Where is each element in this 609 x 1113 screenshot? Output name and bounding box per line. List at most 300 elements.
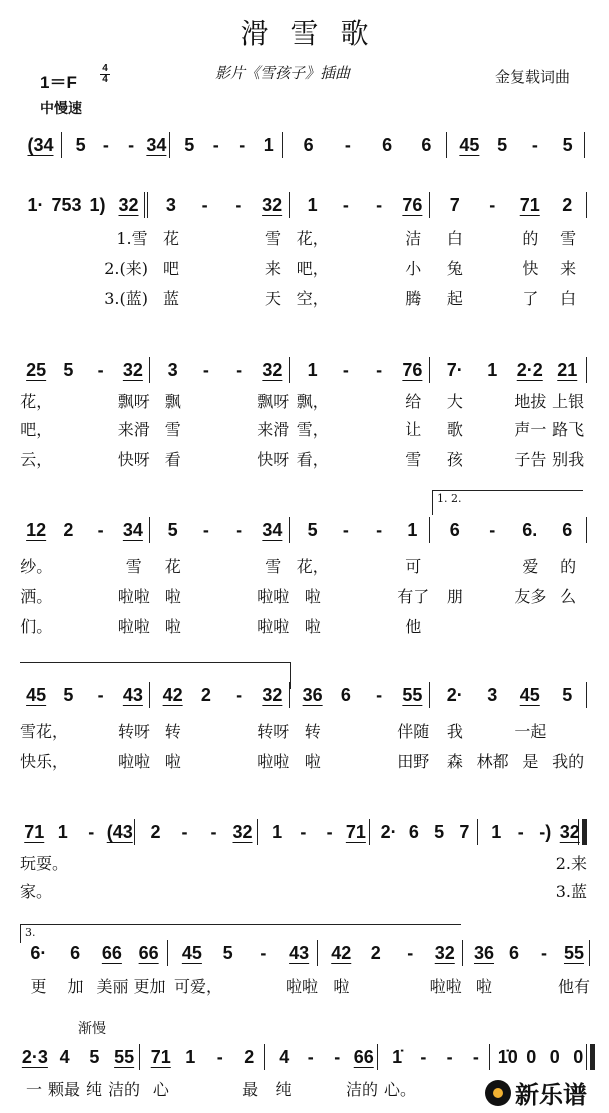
- measure: [436, 192, 587, 218]
- note: -: [342, 519, 349, 540]
- measure: [324, 940, 463, 966]
- lyric-syllable: 看，: [296, 449, 329, 469]
- note: 2: [63, 519, 74, 540]
- note: 36: [302, 684, 323, 705]
- lyric-line-1: [20, 719, 150, 741]
- note: 1: [307, 359, 318, 380]
- note: -: [307, 1046, 314, 1067]
- lyric-syllable: 来滑: [257, 419, 290, 439]
- note: -: [236, 519, 243, 540]
- note: -: [489, 519, 496, 540]
- lyric-syllable: 纯: [85, 1079, 102, 1099]
- lyric-syllable: 花，: [296, 228, 329, 248]
- lyric-syllable: 么: [560, 586, 577, 606]
- note: 66: [101, 942, 122, 963]
- volta-bracket: [20, 924, 461, 943]
- lyric-syllable: 雪: [125, 556, 142, 576]
- note: -: [342, 359, 349, 380]
- note: -: [128, 134, 135, 155]
- lyric-line-3: [20, 614, 150, 636]
- lyric-line-1: [384, 1077, 490, 1099]
- lyric-syllable: 飘，: [296, 391, 329, 411]
- measure: [436, 357, 587, 383]
- note: 71: [150, 1046, 171, 1067]
- note: -: [489, 194, 496, 215]
- lyric-line-3: [296, 447, 430, 469]
- lyric-syllable: 来滑: [117, 419, 150, 439]
- note: 12: [26, 519, 47, 540]
- song-title: 滑雪歌: [240, 17, 391, 50]
- lyric-line-1: [376, 851, 478, 873]
- lyric-syllable: 2.(来): [104, 258, 148, 278]
- lyric-syllable: 飘呀: [117, 391, 150, 411]
- lyric-line-1: [296, 226, 430, 248]
- lyric-syllable: 孩: [446, 449, 463, 469]
- lyric-line-2: [156, 584, 290, 606]
- lyric-line-1: [174, 974, 318, 996]
- measure: [20, 517, 150, 543]
- lyric-syllable: 纯: [275, 1079, 292, 1099]
- lyric-syllable: 朋: [446, 586, 463, 606]
- lyric-syllable: 白: [560, 288, 577, 308]
- lyric-syllable: 2.来: [555, 853, 587, 873]
- note: 6: [408, 821, 419, 842]
- note: 1̇0: [497, 1046, 518, 1067]
- lyric-syllable: 啦啦: [429, 976, 462, 996]
- note: -: [342, 194, 349, 215]
- note: 5: [75, 134, 86, 155]
- note: 7: [459, 821, 470, 842]
- lyric-line-1: [20, 1077, 140, 1099]
- lyric-line-2: [154, 256, 290, 278]
- lyric-syllable: 上银: [552, 391, 585, 411]
- lyric-syllable: 花: [162, 228, 179, 248]
- lyric-line-2: [484, 879, 587, 901]
- lyric-syllable: 们。: [20, 616, 53, 636]
- lyric-syllable: 转: [304, 721, 321, 741]
- lyric-syllable: 起: [446, 288, 463, 308]
- note: -: [517, 821, 524, 842]
- note: 32: [262, 684, 283, 705]
- lyric-syllable: 我的: [552, 751, 585, 771]
- note: -: [376, 519, 383, 540]
- note: 0: [573, 1046, 584, 1067]
- lyric-syllable: 兔: [446, 258, 463, 278]
- note: 42: [331, 942, 352, 963]
- lyric-syllable: 洁的: [346, 1079, 379, 1099]
- measure: [174, 940, 318, 966]
- note: 45: [26, 684, 47, 705]
- volta-label: 3.: [25, 926, 36, 939]
- note: 66: [138, 942, 159, 963]
- note: -: [236, 359, 243, 380]
- lyric-syllable: 林都: [476, 751, 509, 771]
- note: 34: [146, 134, 167, 155]
- measure: [156, 517, 290, 543]
- lyric-line-3: [20, 286, 148, 308]
- lyric-line-2: [436, 256, 587, 278]
- lyric-line-2: [296, 749, 430, 771]
- lyric-syllable: 心: [152, 1079, 169, 1099]
- lyric-line-1: [146, 1077, 265, 1099]
- lyric-line-1: [156, 719, 290, 741]
- lyric-syllable: 洒。: [20, 586, 53, 606]
- note: 7·: [446, 359, 463, 380]
- note: 1): [89, 194, 106, 215]
- lyric-syllable: 洁的: [107, 1079, 140, 1099]
- lyric-line-3: [296, 286, 430, 308]
- lyric-syllable: 啦: [304, 616, 321, 636]
- lyric-line-1: [469, 974, 590, 996]
- note: 2: [562, 194, 573, 215]
- lyric-syllable: 啦啦: [285, 976, 318, 996]
- lyric-syllable: 加: [67, 976, 84, 996]
- lyric-syllable: 吧，: [296, 258, 329, 278]
- note: 55: [402, 684, 423, 705]
- lyric-syllable: 啦: [475, 976, 492, 996]
- lyric-line-1: [436, 226, 587, 248]
- lyric-syllable: 啦啦: [257, 586, 290, 606]
- lyric-line-1: [141, 851, 258, 873]
- lyric-syllable: 地拔: [514, 391, 547, 411]
- lyric-syllable: 雪: [264, 228, 281, 248]
- volta-bracket-continuation: [20, 662, 291, 689]
- lyric-line-2: [436, 417, 587, 439]
- note: -): [539, 821, 552, 842]
- note: 5: [562, 134, 573, 155]
- lyric-syllable: 啦啦: [257, 616, 290, 636]
- note: 71: [24, 821, 45, 842]
- lyric-line-1: [20, 851, 135, 873]
- lyric-line-1: [296, 719, 430, 741]
- lyric-syllable: 啦: [164, 586, 181, 606]
- note: 32: [232, 821, 253, 842]
- note: 34: [122, 519, 143, 540]
- lyric-syllable: 看: [164, 449, 181, 469]
- measure: [271, 1044, 378, 1070]
- measure: [264, 819, 370, 845]
- ritardando-marking: 渐慢: [78, 1020, 106, 1036]
- note: 1̇: [392, 1046, 403, 1067]
- lyric-syllable: 伴随: [397, 721, 430, 741]
- lyric-line-2: [436, 749, 587, 771]
- lyric-syllable: 美丽: [96, 976, 129, 996]
- lyric-syllable: 转: [164, 721, 181, 741]
- note: -: [376, 359, 383, 380]
- note: -: [97, 684, 104, 705]
- time-sig-top: 4: [102, 63, 108, 74]
- lyric-syllable: 啦: [304, 751, 321, 771]
- lyric-syllable: 啦啦: [117, 751, 150, 771]
- lyric-syllable: 雪: [560, 228, 577, 248]
- note: -: [181, 821, 188, 842]
- watermark-logo: [485, 1075, 587, 1110]
- lyric-syllable: 飘: [164, 391, 181, 411]
- note: 7: [449, 194, 460, 215]
- lyric-line-3: [436, 286, 587, 308]
- note: -: [201, 194, 208, 215]
- note: 0: [549, 1046, 560, 1067]
- note: 0: [526, 1046, 537, 1067]
- measure: [376, 819, 478, 845]
- measure: [496, 1044, 595, 1070]
- lyric-syllable: 一: [25, 1079, 42, 1099]
- lyric-syllable: 是: [522, 751, 539, 771]
- lyric-syllable: 转呀: [117, 721, 150, 741]
- note: 55: [114, 1046, 135, 1067]
- lyric-syllable: 花，: [20, 391, 53, 411]
- measure: [20, 192, 148, 218]
- lyric-syllable: 啦: [164, 751, 181, 771]
- lyric-syllable: 路飞: [552, 419, 585, 439]
- lyric-syllable: 白: [446, 228, 463, 248]
- note: 32: [262, 359, 283, 380]
- note: 6: [340, 684, 351, 705]
- lyric-syllable: 纱。: [20, 556, 53, 576]
- note: -: [202, 359, 209, 380]
- note: 36: [473, 942, 495, 963]
- lyric-syllable: 雪: [405, 449, 422, 469]
- lyric-line-2: [156, 417, 290, 439]
- note: -: [376, 684, 383, 705]
- note: 6.: [522, 519, 538, 540]
- lyric-syllable: 快呀: [257, 449, 290, 469]
- note: 42: [162, 684, 183, 705]
- lyric-line-2: [376, 879, 478, 901]
- lyric-syllable: 蓝: [162, 288, 179, 308]
- time-sig-bottom: 4: [100, 74, 110, 85]
- lyric-line-1: [271, 1077, 378, 1099]
- note: -: [236, 684, 243, 705]
- lyric-syllable: 子告: [514, 449, 547, 469]
- tempo-marking: 中慢速: [40, 100, 82, 116]
- lyric-syllable: 田野: [397, 751, 430, 771]
- measure: [296, 192, 430, 218]
- note: 4: [279, 1046, 290, 1067]
- note: 6: [421, 134, 432, 155]
- note: -: [216, 1046, 223, 1067]
- lyric-syllable: 3.(蓝): [104, 288, 148, 308]
- note: 6: [382, 134, 393, 155]
- lyric-syllable: 空，: [296, 288, 329, 308]
- note: -: [102, 134, 109, 155]
- lyric-syllable: 快: [522, 258, 539, 278]
- note: 32: [118, 194, 139, 215]
- note: 2·: [380, 821, 397, 842]
- lyric-line-2: [141, 879, 258, 901]
- note: -: [97, 359, 104, 380]
- lyric-syllable: 可爱，: [174, 976, 223, 996]
- note: 1: [487, 359, 498, 380]
- note: 45: [459, 134, 480, 155]
- note: 2: [150, 821, 161, 842]
- lyric-syllable: 他有: [557, 976, 590, 996]
- measure: [436, 682, 587, 708]
- note: 1: [272, 821, 283, 842]
- note: -: [97, 519, 104, 540]
- volta-bracket: [432, 490, 583, 515]
- note: 76: [402, 359, 423, 380]
- measure: [146, 1044, 265, 1070]
- lyric-line-2: [264, 879, 370, 901]
- lyric-syllable: 他: [405, 616, 422, 636]
- note: 5: [307, 519, 318, 540]
- note: -: [407, 942, 414, 963]
- lyric-line-2: [20, 584, 150, 606]
- note: 76: [402, 194, 423, 215]
- note: 2: [370, 942, 381, 963]
- lyric-line-1: [296, 554, 430, 576]
- note: 2·3: [21, 1046, 48, 1067]
- measure: [436, 517, 587, 543]
- note: 5: [222, 942, 233, 963]
- lyric-syllable: 了: [522, 288, 539, 308]
- lyric-line-1: [156, 389, 290, 411]
- note: 5: [562, 684, 573, 705]
- lyric-line-3: [436, 614, 587, 636]
- note: -: [210, 821, 217, 842]
- lyric-syllable: 腾: [405, 288, 422, 308]
- note: 45: [519, 684, 540, 705]
- measure: [469, 940, 590, 966]
- lyric-syllable: 小: [405, 258, 422, 278]
- lyric-syllable: 家。: [20, 881, 53, 901]
- note: 32: [434, 942, 455, 963]
- lyric-line-2: [20, 256, 148, 278]
- lyric-syllable: 飘呀: [257, 391, 290, 411]
- lyric-line-1: [436, 389, 587, 411]
- lyric-line-2: [20, 417, 150, 439]
- lyric-syllable: 天: [264, 288, 281, 308]
- note: -: [420, 1046, 427, 1067]
- lyric-syllable: 的: [522, 228, 539, 248]
- lyric-syllable: 啦啦: [257, 751, 290, 771]
- watermark-text: 新乐谱: [515, 1082, 587, 1109]
- note: -: [334, 1046, 341, 1067]
- note: 25: [26, 359, 47, 380]
- note: 43: [289, 942, 310, 963]
- note: 2·2: [516, 359, 543, 380]
- lyric-syllable: 大: [446, 391, 463, 411]
- note: 3: [487, 684, 498, 705]
- note: 1·: [27, 194, 44, 215]
- measure: [296, 517, 430, 543]
- note: 3: [165, 194, 176, 215]
- lyric-line-3: [156, 614, 290, 636]
- lyric-syllable: 转呀: [257, 721, 290, 741]
- measure: [289, 132, 447, 158]
- note: 5: [184, 134, 195, 155]
- record-disc-icon: [485, 1080, 511, 1106]
- lyric-syllable: 花: [164, 556, 181, 576]
- note: 55: [563, 942, 585, 963]
- lyric-line-2: [20, 749, 150, 771]
- measure: [20, 940, 168, 966]
- lyric-syllable: 森: [446, 751, 463, 771]
- measure: [384, 1044, 490, 1070]
- lyric-line-2: [296, 584, 430, 606]
- measure: [20, 132, 62, 158]
- lyric-syllable: 3.蓝: [555, 881, 587, 901]
- note: -: [88, 821, 95, 842]
- note: -: [202, 519, 209, 540]
- key-signature: 1＝F: [40, 73, 77, 92]
- lyric-syllable: 雪: [265, 556, 282, 576]
- note: 3: [167, 359, 178, 380]
- lyric-syllable: 可: [405, 556, 422, 576]
- note: 34: [262, 519, 283, 540]
- lyric-syllable: 的: [560, 556, 577, 576]
- lyric-syllable: 让: [405, 419, 422, 439]
- lyric-line-2: [20, 879, 135, 901]
- note: 1: [185, 1046, 196, 1067]
- credits: 金复载词曲: [495, 68, 571, 86]
- note: 1: [407, 519, 418, 540]
- note: 45: [181, 942, 202, 963]
- measure: [156, 357, 290, 383]
- lyric-syllable: 给: [405, 391, 422, 411]
- lyric-syllable: 心。: [384, 1079, 417, 1099]
- lyric-syllable: 雪花，: [20, 721, 69, 741]
- lyric-line-1: [20, 226, 148, 248]
- lyric-syllable: 啦啦: [117, 616, 150, 636]
- note: -: [344, 134, 351, 155]
- lyric-syllable: 友多: [514, 586, 547, 606]
- lyric-syllable: 更: [30, 976, 47, 996]
- lyric-syllable: 啦: [164, 616, 181, 636]
- note: -: [239, 134, 246, 155]
- lyric-syllable: 1.雪: [116, 228, 148, 248]
- note: 753: [51, 194, 82, 215]
- note: 1: [307, 194, 318, 215]
- volta-label: 1. 2.: [437, 492, 462, 505]
- measure: [68, 132, 170, 158]
- note: -: [531, 134, 538, 155]
- note: 5: [63, 684, 74, 705]
- note: 2: [244, 1046, 255, 1067]
- note: 6·: [30, 942, 47, 963]
- lyric-syllable: 别我: [552, 449, 585, 469]
- lyric-syllable: 吧，: [20, 419, 53, 439]
- note: 1: [491, 821, 502, 842]
- measure: [484, 819, 587, 845]
- note: 32: [262, 194, 283, 215]
- lyric-syllable: 花，: [296, 556, 329, 576]
- lyric-syllable: 雪，: [296, 419, 329, 439]
- note: (34: [27, 134, 54, 155]
- note: 21: [557, 359, 578, 380]
- time-signature: [100, 64, 110, 85]
- note: -: [235, 194, 242, 215]
- lyric-syllable: 声一: [514, 419, 547, 439]
- note: -: [472, 1046, 479, 1067]
- song-subtitle: 影片《雪孩子》插曲: [215, 64, 351, 82]
- lyric-syllable: 洁: [405, 228, 422, 248]
- lyric-syllable: 来: [264, 258, 281, 278]
- lyric-line-2: [156, 749, 290, 771]
- measure: [20, 819, 135, 845]
- lyric-line-1: [20, 389, 150, 411]
- note: -: [376, 194, 383, 215]
- note: 5: [63, 359, 74, 380]
- note: 2·: [446, 684, 463, 705]
- measure: [141, 819, 258, 845]
- measure: [453, 132, 585, 158]
- lyric-syllable: 更加: [133, 976, 166, 996]
- lyric-line-3: [20, 447, 150, 469]
- lyric-syllable: 云，: [20, 449, 53, 469]
- lyric-syllable: 爱: [522, 556, 539, 576]
